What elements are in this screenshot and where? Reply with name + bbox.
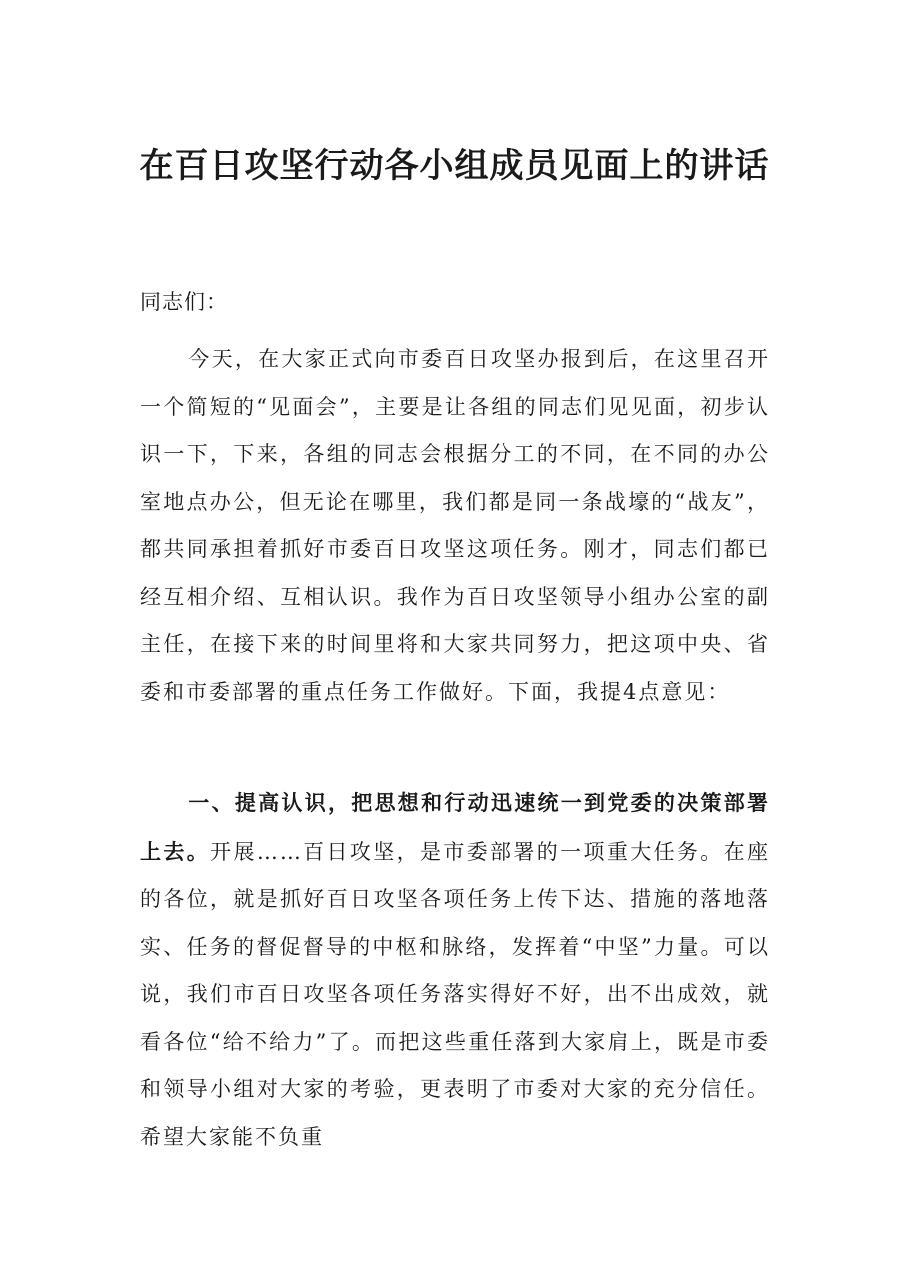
point-one-heading: 一、提高认识，把思想和行动迅速统一到党委的决策部署上去。 <box>140 790 770 864</box>
salutation: 同志们： <box>140 290 228 314</box>
paragraph-point-one <box>140 779 770 1161</box>
point-one-body: 开展……百日攻坚，是市委部署的一项重大任务。在座的各位，就是抓好百日攻坚各项任务上传下达、措施的落地落实、任务的督促督导的中枢和脉络，发挥着“中坚”力量。可以说，我们市百日攻坚各项任务落实得好不好，出不出成效，就看各位“给不给力”了。而把这些重任落到大家肩上，既是市委和领导小组对大家的考验，更表明了市委对大家的充分信任。希望大家能不负重 <box>140 839 771 1149</box>
document-title: 在百日攻坚行动各小组成员见面上的讲话 <box>139 146 770 186</box>
paragraph-intro: 今天，在大家正式向市委百日攻坚办报到后，在这里召开一个简短的“见面会”，主要是让各组的同志们见见面，初步认识一下，下来，各组的同志会根据分工的不同，在不同的办公室地点办公，但无论在哪里，我们都是同一条战壕的“战友”，都共同承担着抓好市委百日攻坚这项任务。刚才，同志们都已经互相介绍、互相认识。我作为百日攻坚领导小组办公室的副主任，在接下来的时间里将和大家共同努力，把这项中央、省委和市委部署的重点任务工作做好。下面，我提4点意见： <box>140 347 770 704</box>
